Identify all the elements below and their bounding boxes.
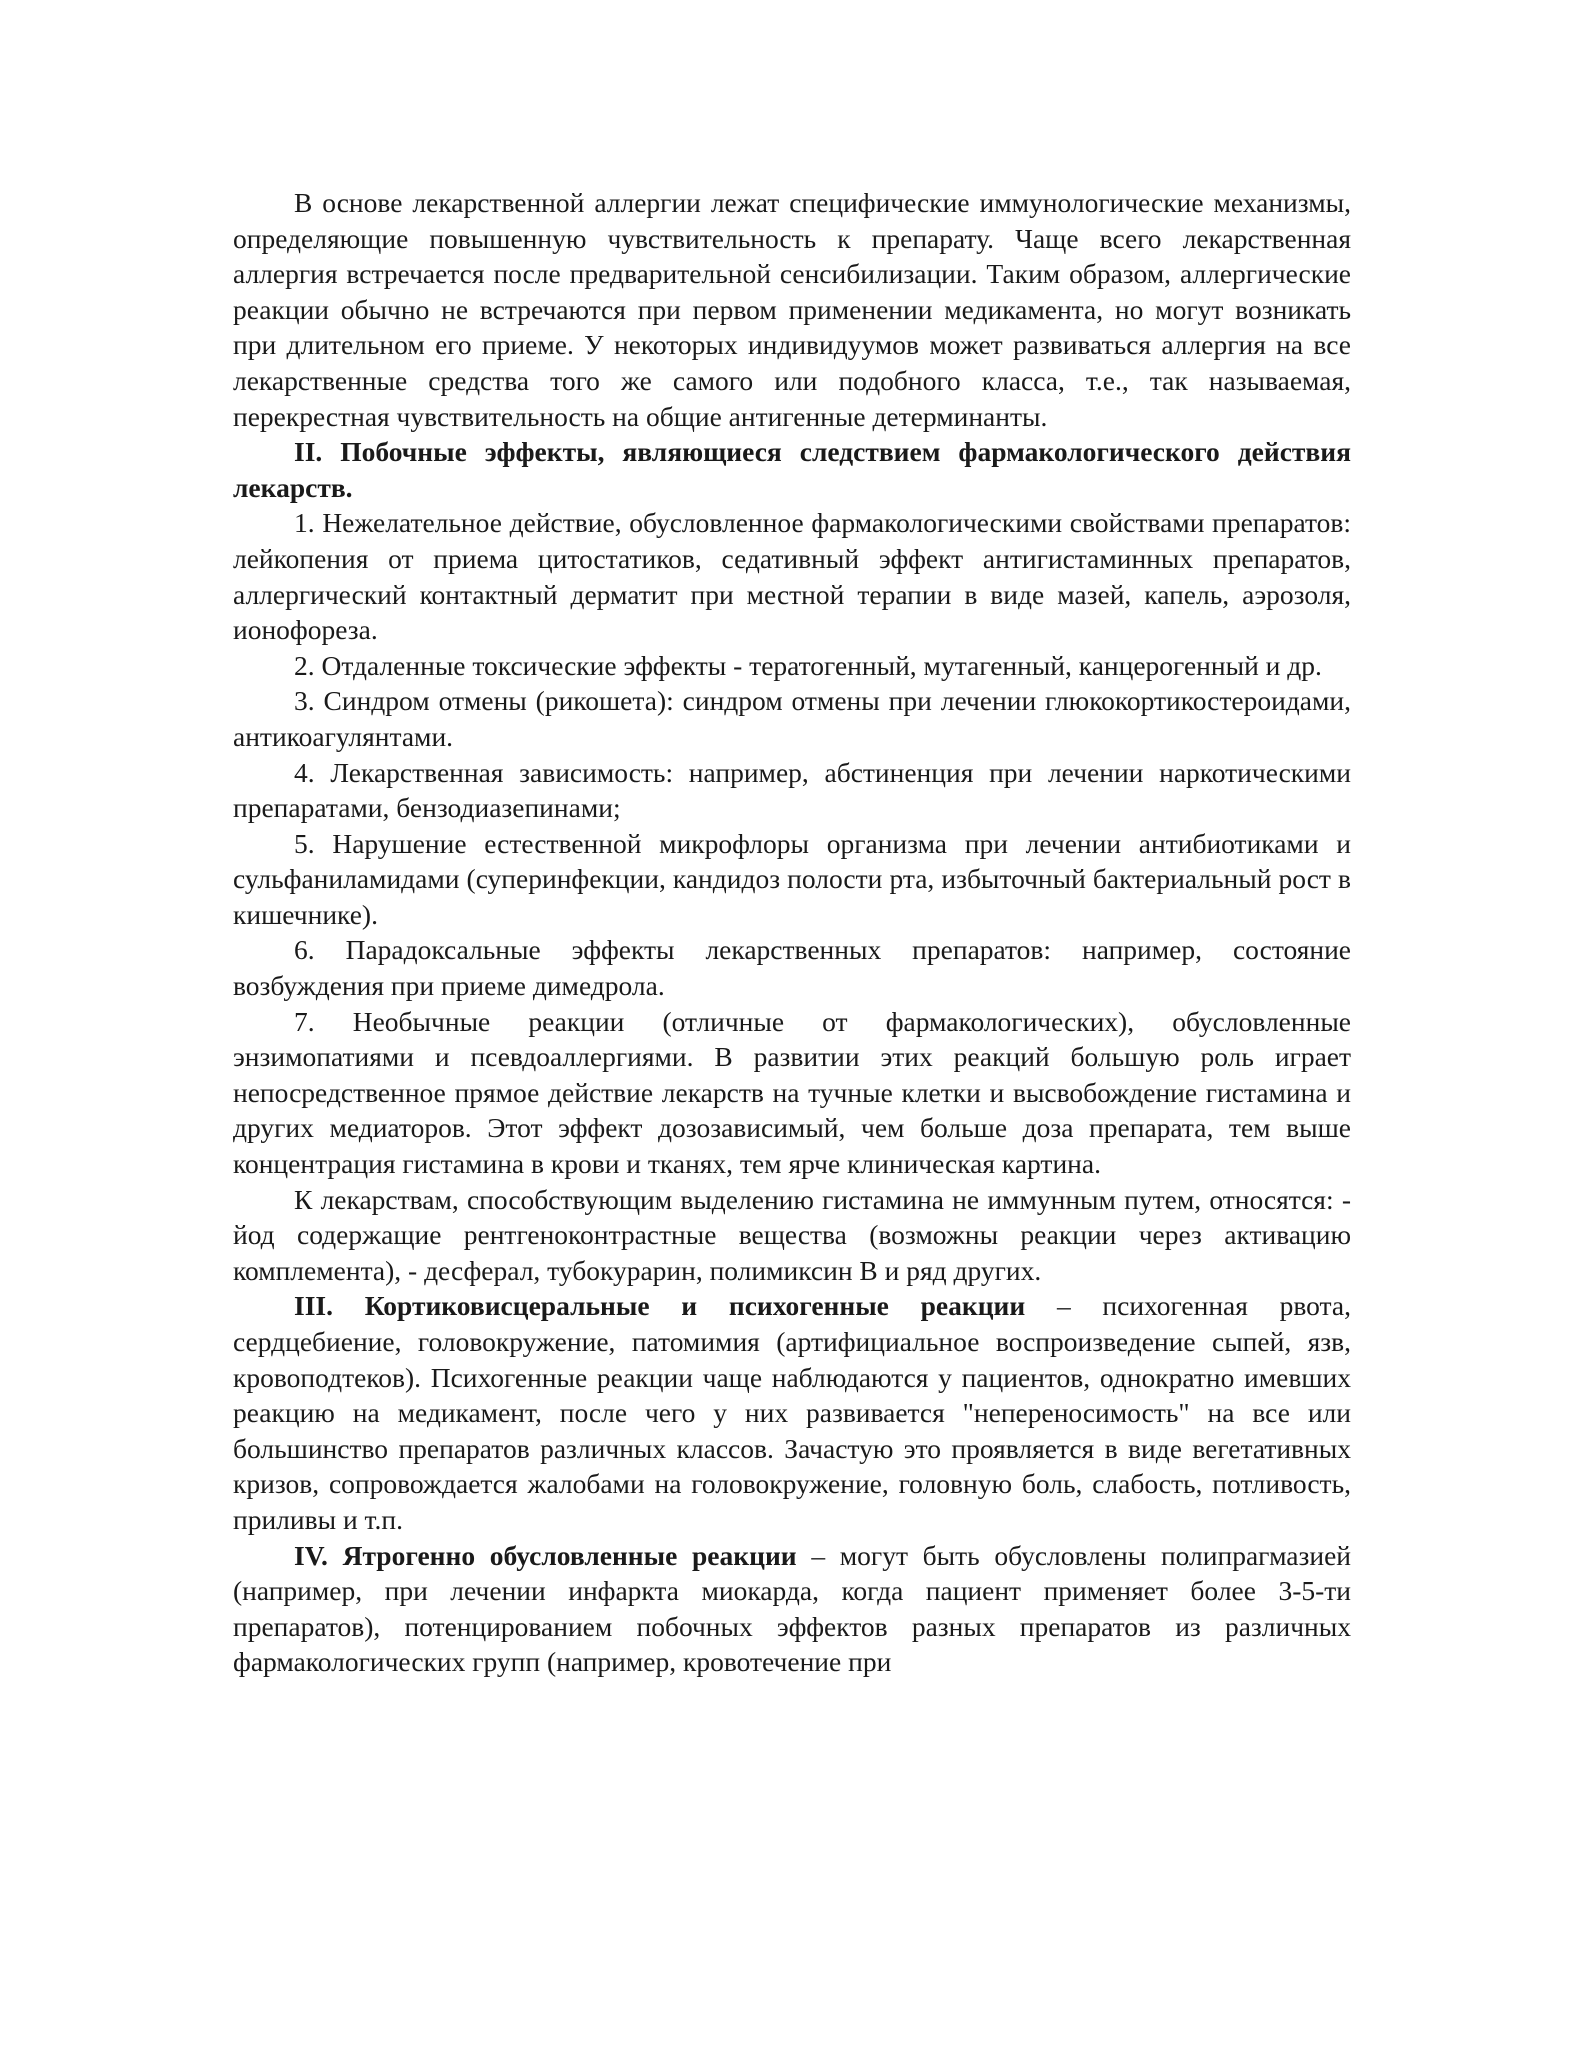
paragraph-allergy-mechanisms: В основе лекарственной аллергии лежат специфические иммунологические механизмы, определяющие повышенную чувствительность к препарату. Чаще всего лекарственная аллергия встречается после предварительной сенсибилизации. Таким образом, аллергические реакции обычно не встречаются при первом применении медикамента, но могут возникать при длительном его приеме. У некоторых индивидуумов может развиваться аллергия на все лекарственные средства того же самого или подобного класса, т.е., так называемая, перекрестная чувствительность на общие антигенные детерминанты. — [233, 187, 1351, 432]
section-heading-2: II. Побочные эффекты, являющиеся следствием фармакологического действия лекарств. — [233, 436, 1351, 503]
list-item-1: 1. Нежелательное действие, обусловленное фармакологическими свойствами препаратов: лейкопения от приема цитостатиков, седативный эффект антигистаминных препаратов, аллергический контактный дерматит при местной терапии в виде мазей, капель, аэрозоля, ионофореза. — [233, 507, 1351, 646]
section-3-text: – психогенная рвота, сердцебиение, головокружение, патомимия (артифициальное воспроизведение сыпей, язв, кровоподтеков). Психогенные реакции чаще наблюдаются у пациентов, однократно имевших реакцию на медикамент, после чего у них развивается "непереносимость" на все или большинство препаратов различных классов. Зачастую это проявляется в виде вегетативных кризов, сопровождается жалобами на головокружение, головную боль, слабость, потливость, приливы и т.п. — [233, 1290, 1351, 1535]
list-item-4: 4. Лекарственная зависимость: например, абстиненция при лечении наркотическими препаратами, бензодиазепинами; — [233, 756, 1351, 824]
document-page — [233, 185, 1351, 1680]
list-item-6: 6. Парадоксальные эффекты лекарственных препаратов: например, состояние возбуждения при приеме димедрола. — [233, 934, 1351, 1002]
section-3-paragraph — [233, 1288, 1351, 1537]
list-item-2: 2. Отдаленные токсические эффекты - тератогенный, мутагенный, канцерогенный и др. — [294, 649, 1322, 681]
list-item-3: 3. Синдром отмены (рикошета): синдром отмены при лечении глюкокортикостероидами, антикоагулянтами. — [233, 685, 1351, 752]
list-item-5: 5. Нарушение естественной микрофлоры организма при лечении антибиотиками и сульфаниламидами (суперинфекции, кандидоз полости рта, избыточный бактериальный рост в кишечнике). — [233, 827, 1351, 930]
section-4-paragraph — [233, 1538, 1351, 1680]
section-heading-4: IV. Ятрогенно обусловленные реакции — [294, 1539, 797, 1571]
paragraph-histamine-liberators: К лекарствам, способствующим выделению гистамина не иммунным путем, относятся: - йод содержащие рентгеноконтрастные вещества (возможны реакции через активацию комплемента), - десферал, тубокурарин, полимиксин В и ряд других. — [233, 1183, 1351, 1286]
section-4-text: – могут быть обусловлены полипрагмазией (например, при лечении инфаркта миокарда, когда пациент применяет более 3-5-ти препаратов), потенцированием побочных эффектов разных препаратов из различных фармакологических групп (например, кровотечение при — [233, 1539, 1351, 1678]
section-heading-3: III. Кортиковисцеральные и психогенные реакции — [294, 1290, 1026, 1322]
list-item-7: 7. Необычные реакции (отличные от фармакологических), обусловленные энзимопатиями и псевдоаллергиями. В развитии этих реакций большую роль играет непосредственное прямое действие лекарств на тучные клетки и высвобождение гистамина и других медиаторов. Этот эффект дозозависимый, чем больше доза препарата, тем выше концентрация гистамина в крови и тканях, тем ярче клиническая картина. — [233, 1005, 1351, 1180]
